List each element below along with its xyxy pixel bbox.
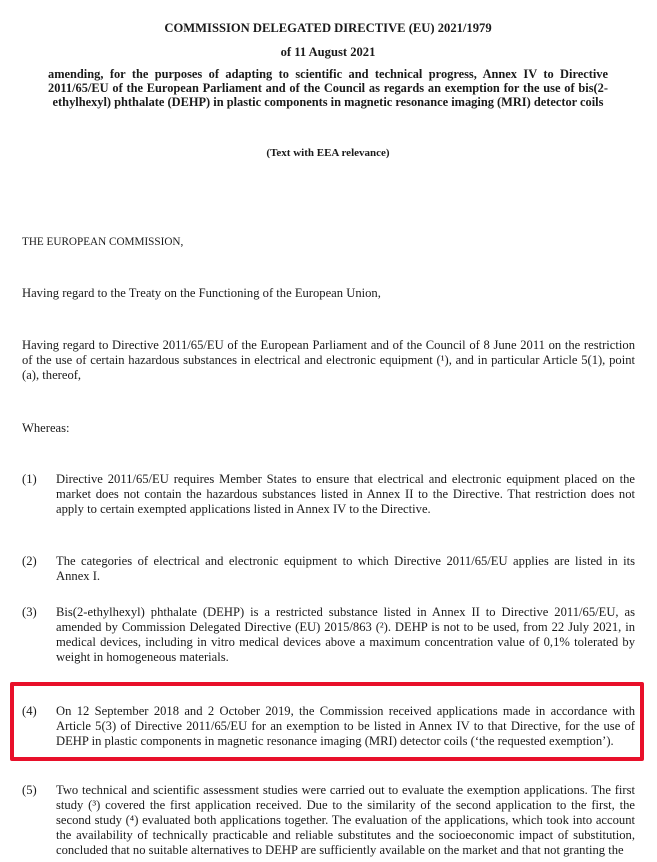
recital-number: (4) bbox=[22, 704, 37, 718]
recital-text: The categories of electrical and electronic equipment to which Directive 2011/65/EU applies are listed in its Annex I. bbox=[56, 554, 635, 583]
regard-treaty: Having regard to the Treaty on the Functioning of the European Union, bbox=[22, 286, 381, 300]
directive-date: of 11 August 2021 bbox=[280, 45, 376, 59]
recital-number: (2) bbox=[22, 554, 37, 568]
recital-number: (3) bbox=[22, 605, 37, 619]
recital-text: Directive 2011/65/EU requires Member States to ensure that electrical and electronic equipment placed on the market does not contain the hazardous substances listed in Annex II to the Directive. That restriction does not apply to certain exempted applications listed in Annex IV to the Directive. bbox=[56, 472, 635, 516]
eea-relevance-note: (Text with EEA relevance) bbox=[266, 147, 390, 159]
recital-text: Bis(2-ethylhexyl) phthalate (DEHP) is a restricted substance listed in Annex II to Directive 2011/65/EU, as amended by Commission Delegated Directive (EU) 2015/863 (²). DEHP is not to be used, from 22 July 2021, in medical devices, including in vitro medical devices above a maximum concentration value of 0,1% tolerated by weight in homogeneous materials. bbox=[56, 605, 635, 664]
directive-subject: amending, for the purposes of adapting to scientific and technical progress, Annex IV to Directive 2011/65/EU of the European Parliament and of the Council as regards an exemption for the use of bis(2-ethylhexyl) phthalate (DEHP) in plastic components in magnetic resonance imaging (MRI) detector coils bbox=[48, 67, 608, 109]
directive-title: COMMISSION DELEGATED DIRECTIVE (EU) 2021/1979 bbox=[164, 21, 492, 35]
recital-number: (1) bbox=[22, 472, 37, 486]
recital-number: (5) bbox=[22, 783, 37, 797]
recital-text: On 12 September 2018 and 2 October 2019, the Commission received applications made in accordance with Article 5(3) of Directive 2011/65/EU for an exemption to be listed in Annex IV to that Directive, for the use of DEHP in plastic components in magnetic resonance imaging (MRI) detector coils (‘the requested exemption’). bbox=[56, 704, 635, 748]
regard-directive: Having regard to Directive 2011/65/EU of the European Parliament and of the Council of 8 June 2011 on the restriction of the use of certain hazardous substances in electrical and electronic equipment (¹), and in particular Article 5(1), point (a), thereof, bbox=[22, 338, 635, 382]
recital-text: Two technical and scientific assessment studies were carried out to evaluate the exemption applications. The first study (³) covered the first application received. Due to the similarity of the second application to the first, the second study (⁴) evaluated both applications together. The evaluation of the applications, which took into account the availability of technically practicable and reliable substitutes and the socioeconomic impact of substitution, concluded that no suitable alternatives to DEHP are sufficiently available on the market and that not granting the bbox=[56, 783, 635, 857]
whereas-label: Whereas: bbox=[22, 421, 70, 435]
commission-line: THE EUROPEAN COMMISSION, bbox=[22, 236, 184, 248]
